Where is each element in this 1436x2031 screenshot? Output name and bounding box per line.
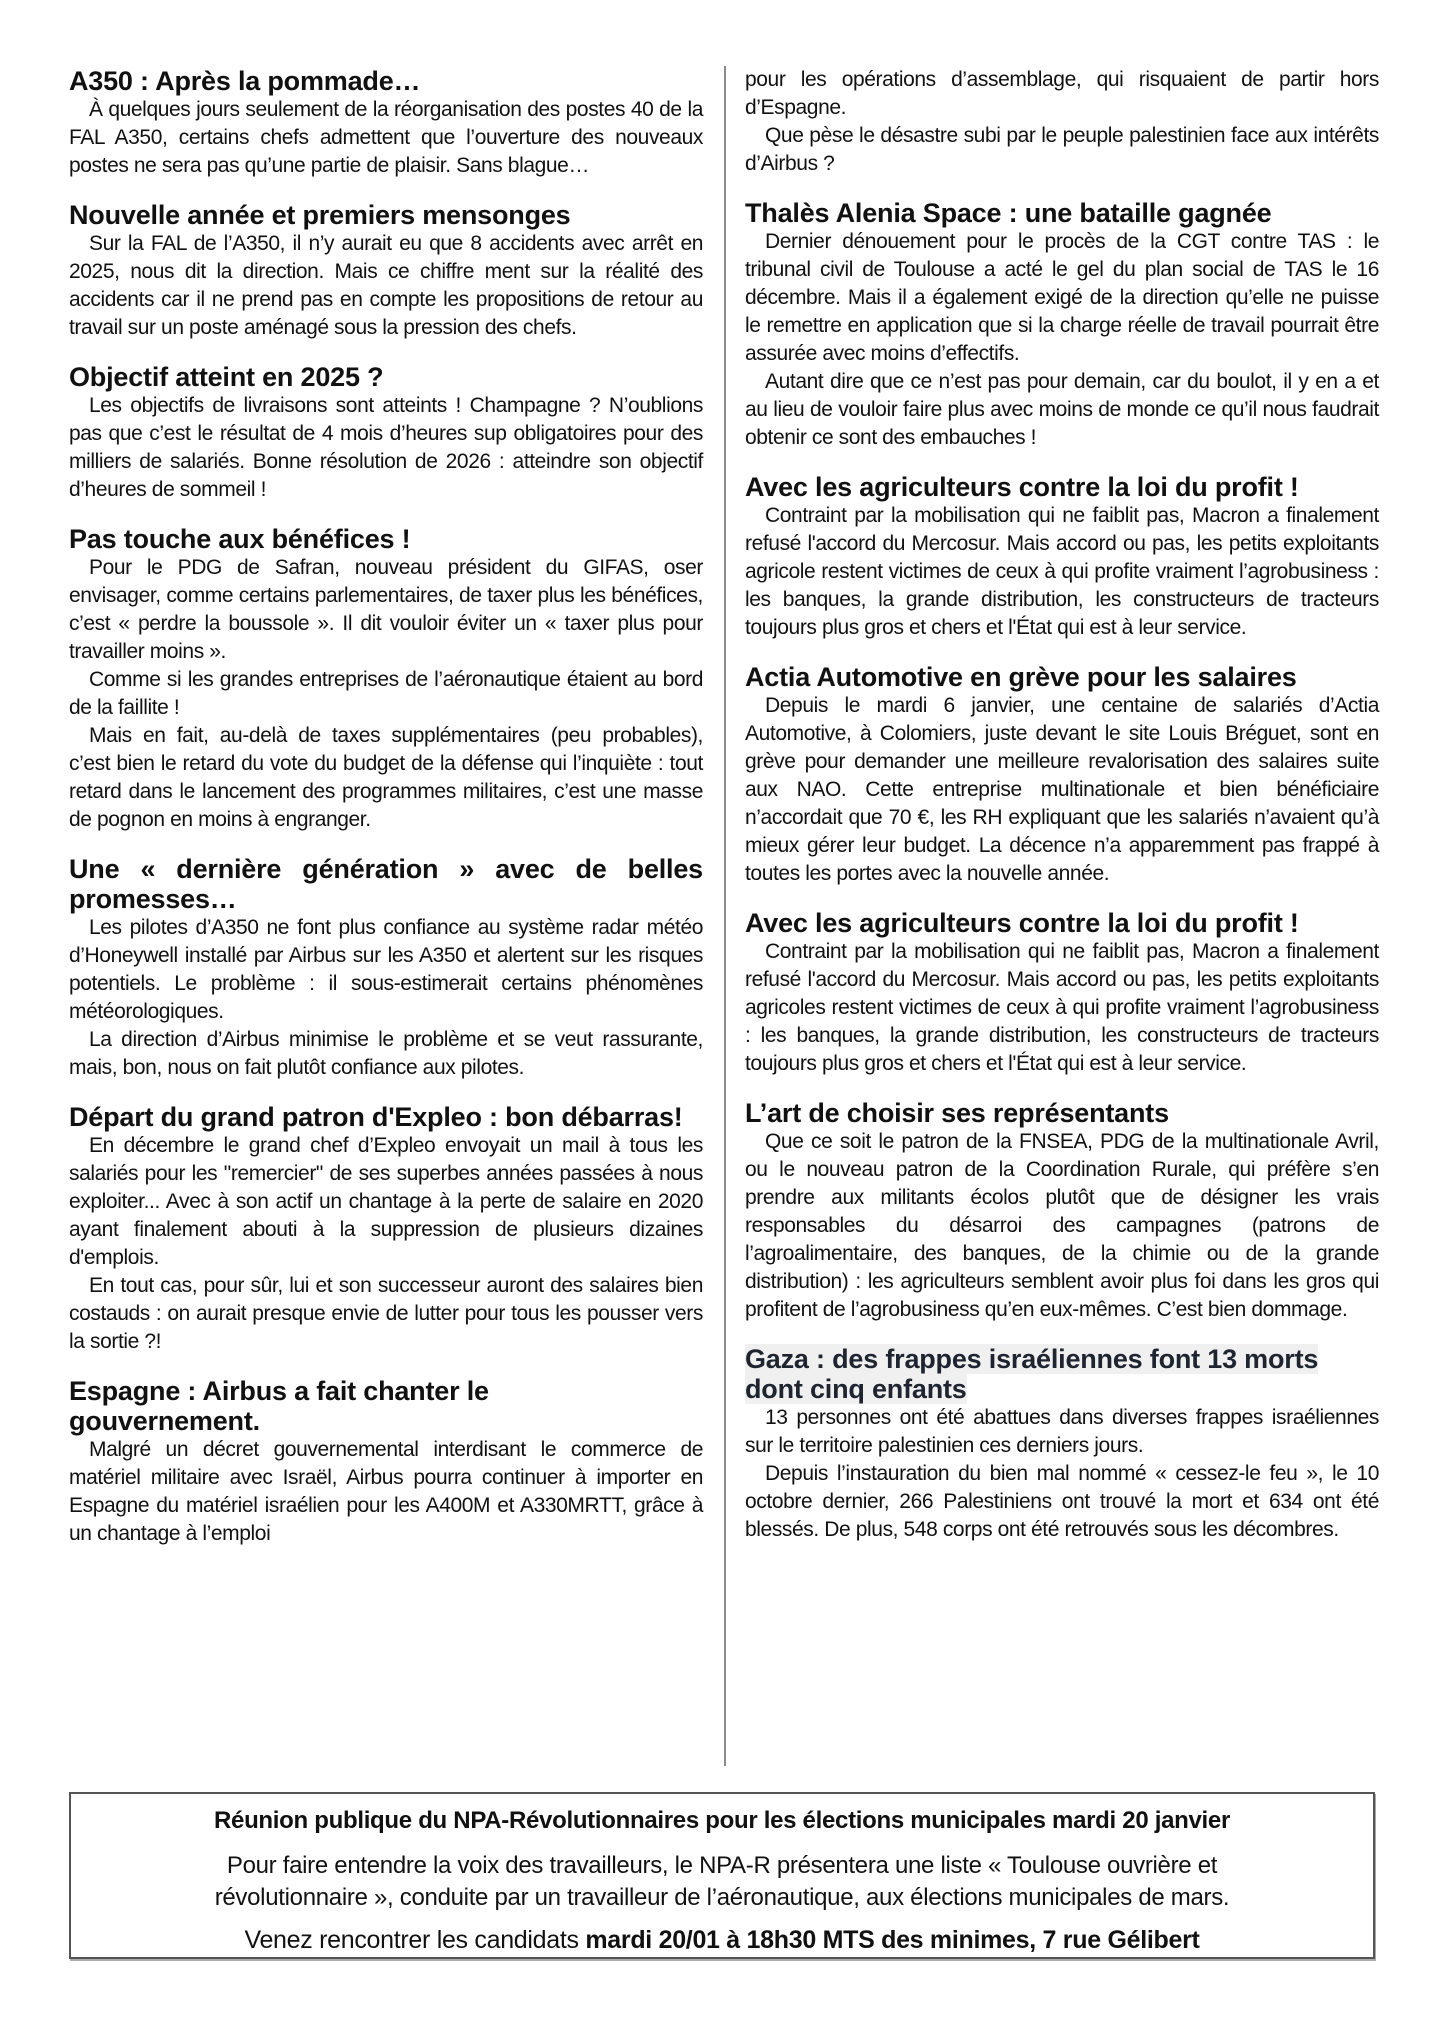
article-headline: Objectif atteint en 2025 ? — [69, 362, 384, 392]
announcement-cta — [71, 1924, 1373, 1956]
article-agriculteurs-1 — [745, 472, 1379, 642]
article-paragraph: 13 personnes ont été abattues dans diverses frappes israéliennes sur le territoire palestinien ces derniers jours. — [745, 1406, 1379, 1457]
announcement-text — [71, 1850, 1373, 1914]
article-paragraph: Que pèse le désastre subi par le peuple palestinien face aux intérêts d’Airbus ? — [745, 124, 1379, 175]
article-espagne-airbus — [69, 1376, 703, 1548]
announcement-box — [69, 1792, 1375, 1959]
article-headline: Actia Automotive en grève pour les salaires — [745, 662, 1297, 692]
article-paragraph: Les pilotes d’A350 ne font plus confiance au système radar météo d’Honeywell installé par Airbus sur les A350 et alertent sur les risques potentiels. Le problème : il sous-estimerait certains phénomènes météorologiques. — [69, 916, 703, 1023]
article-paragraph: Sur la FAL de l’A350, il n’y aurait eu que 8 accidents avec arrêt en 2025, nous dit la direction. Mais ce chiffre ment sur la réalité des accidents car il ne prend pas en compte les propositions de retour au travail sur un poste aménagé sous la pression des chefs. — [69, 232, 703, 339]
article-paragraph: Que ce soit le patron de la FNSEA, PDG de la multinationale Avril, ou le nouveau patron de la Coordination Rurale, qui préfère s’en prendre aux militants écolos plutôt que de désigner les vrais responsables du désarroi des campagnes (patrons de l’agroalimentaire, des banques, de la chimie ou de la grande distribution) : les agriculteurs semblent avoir plus foi dans les gros qui profitent de l’agrobusiness qu’en eux-mêmes. C’est bien dommage. — [745, 1130, 1379, 1321]
cta-prefix: Venez rencontrer les candidats — [244, 1926, 586, 1954]
column-divider — [724, 66, 726, 1766]
article-paragraph: Dernier dénouement pour le procès de la CGT contre TAS : le tribunal civil de Toulouse a acté le gel du plan social de TAS le 16 décembre. Mais il a également exigé de la direction qu’elle ne puisse le remettre en application que si la charge réelle de travail pourrait être assurée avec moins d’effectifs. — [745, 230, 1379, 365]
article-paragraph: À quelques jours seulement de la réorganisation des postes 40 de la FAL A350, certains chefs admettent que l’ouverture des nouveaux postes ne sera pas qu’une partie de plaisir. Sans blague… — [69, 98, 703, 177]
article-headline: Nouvelle année et premiers mensonges — [69, 200, 571, 230]
article-thales-alenia — [745, 198, 1379, 452]
article-paragraph: Pour le PDG de Safran, nouveau président du GIFAS, oser envisager, comme certains parlementaires, de taxer plus les bénéfices, c’est « perdre la boussole ». Il dit vouloir éviter un « taxer plus pour travailler moins ». — [69, 556, 703, 663]
article-paragraph: En tout cas, pour sûr, lui et son successeur auront des salaires bien costauds : on aurait presque envie de lutter pour tous les pousser vers la sortie ?! — [69, 1274, 703, 1353]
announcement-text-line: révolutionnaire », conduite par un travailleur de l’aéronautique, aux élections municipales de mars. — [214, 1884, 1230, 1911]
article-headline: Avec les agriculteurs contre la loi du profit ! — [745, 472, 1299, 502]
right-column — [745, 66, 1379, 1564]
cta-event-details: mardi 20/01 à 18h30 MTS des minimes, 7 rue Gélibert — [585, 1926, 1200, 1954]
article-paragraph: Les objectifs de livraisons sont atteints ! Champagne ? N’oublions pas que c’est le résultat de 4 mois d’heures sup obligatoires pour des milliers de salariés. Bonne résolution de 2026 : atteindre son objectif d’heures de sommeil ! — [69, 394, 703, 501]
article-premiers-mensonges — [69, 200, 703, 342]
article-a350-pommade — [69, 66, 703, 180]
announcement-text-line: Pour faire entendre la voix des travailleurs, le NPA-R présentera une liste « Toulouse ouvrière et — [226, 1852, 1218, 1879]
article-derniere-generation — [69, 854, 703, 1082]
article-headline — [69, 1102, 703, 1132]
article-espagne-continued — [745, 66, 1379, 178]
article-headline: A350 : Après la pommade… — [69, 66, 421, 96]
article-paragraph: Depuis le mardi 6 janvier, une centaine de salariés d’Actia Automotive, à Colomiers, juste devant le site Louis Bréguet, sont en grève pour demander une meilleure revalorisation des salaires suite aux NAO. Cette entreprise multinationale et bien bénéficiaire n’accordait que 70 €, les RH expliquant que les salariés n’avaient qu’à mieux gérer leur budget. La décence n’a apparemment pas frappé à toutes les portes avec la nouvelle année. — [745, 694, 1379, 885]
article-paragraph: Mais en fait, au-delà de taxes supplémentaires (peu probables), c’est bien le retard du vote du budget de la défense qui l’inquiète : tout retard dans le lancement des programmes militaires, c’est une masse de pognon en moins à engranger. — [69, 724, 703, 831]
left-column — [69, 66, 703, 1568]
article-paragraph: Comme si les grandes entreprises de l’aéronautique étaient au bord de la faillite ! — [69, 668, 703, 719]
article-actia-automotive — [745, 662, 1379, 888]
announcement-title: Réunion publique du NPA-Révolutionnaires pour les élections municipales mardi 20 janvier — [213, 1807, 1231, 1834]
article-headline: Thalès Alenia Space : une bataille gagnée — [745, 198, 1272, 228]
article-paragraph: Autant dire que ce n’est pas pour demain, car du boulot, il y en a et au lieu de vouloir faire plus avec moins de monde ce qu’il nous faudrait obtenir ce sont des embauches ! — [745, 370, 1379, 449]
headline-line: Départ du grand patron d'Expleo : bon débarras! — [69, 1102, 683, 1132]
article-headline: Avec les agriculteurs contre la loi du profit ! — [745, 908, 1299, 938]
article-headline: Une « dernière génération » avec de belles promesses… — [69, 854, 703, 914]
article-objectif-2025 — [69, 362, 703, 504]
article-paragraph: pour les opérations d’assemblage, qui risquaient de partir hors d’Espagne. — [745, 68, 1379, 119]
article-paragraph: La direction d’Airbus minimise le problème et se veut rassurante, mais, bon, nous on fait plutôt confiance aux pilotes. — [69, 1028, 703, 1079]
article-paragraph: Contraint par la mobilisation qui ne faiblit pas, Macron a finalement refusé l'accord du Mercosur. Mais accord ou pas, les petits exploitants agricoles restent victimes de ceux à qui profite vraiment l’agrobusiness : les banques, la grande distribution, les constructeurs de tracteurs toujours plus gros et chers et l'État qui est à leur service. — [745, 940, 1379, 1075]
article-paragraph: Depuis l’instauration du bien mal nommé « cessez-le feu », le 10 octobre dernier, 266 Palestiniens ont trouvé la mort et 634 ont été blessés. De plus, 548 corps ont été retrouvés sous les décombres. — [745, 1462, 1379, 1541]
article-headline: Pas touche aux bénéfices ! — [69, 524, 411, 554]
article-headline: Espagne : Airbus a fait chanter le gouvernement. — [69, 1376, 489, 1436]
article-representants — [745, 1098, 1379, 1324]
article-paragraph: Contraint par la mobilisation qui ne faiblit pas, Macron a finalement refusé l'accord du Mercosur. Mais accord ou pas, les petits exploitants agricole restent victimes de ceux à qui profite vraiment l’agrobusiness : les banques, la grande distribution, les constructeurs de tracteurs toujours plus gros et chers et l'État qui est à leur service. — [745, 504, 1379, 639]
article-paragraph: En décembre le grand chef d’Expleo envoyait un mail à tous les salariés pour les "remercier" de ses superbes années passées à nous exploiter... Avec à son actif un chantage à la perte de salaire en 2020 ayant finalement abouti à la suppression de plusieurs dizaines d'emplois. — [69, 1134, 703, 1269]
article-headline: L’art de choisir ses représentants — [745, 1098, 1169, 1128]
article-gaza — [745, 1344, 1379, 1544]
highlighted-headline: Gaza : des frappes israéliennes font 13 morts dont cinq enfants — [745, 1344, 1319, 1404]
article-expleo — [69, 1102, 703, 1356]
article-benefices — [69, 524, 703, 834]
article-agriculteurs-2 — [745, 908, 1379, 1078]
article-headline — [745, 1344, 1379, 1404]
article-paragraph: Malgré un décret gouvernemental interdisant le commerce de matériel militaire avec Israël, Airbus pourra continuer à importer en Espagne du matériel israélien pour les A400M et A330MRTT, grâce à un chantage à l’emploi — [69, 1438, 703, 1545]
